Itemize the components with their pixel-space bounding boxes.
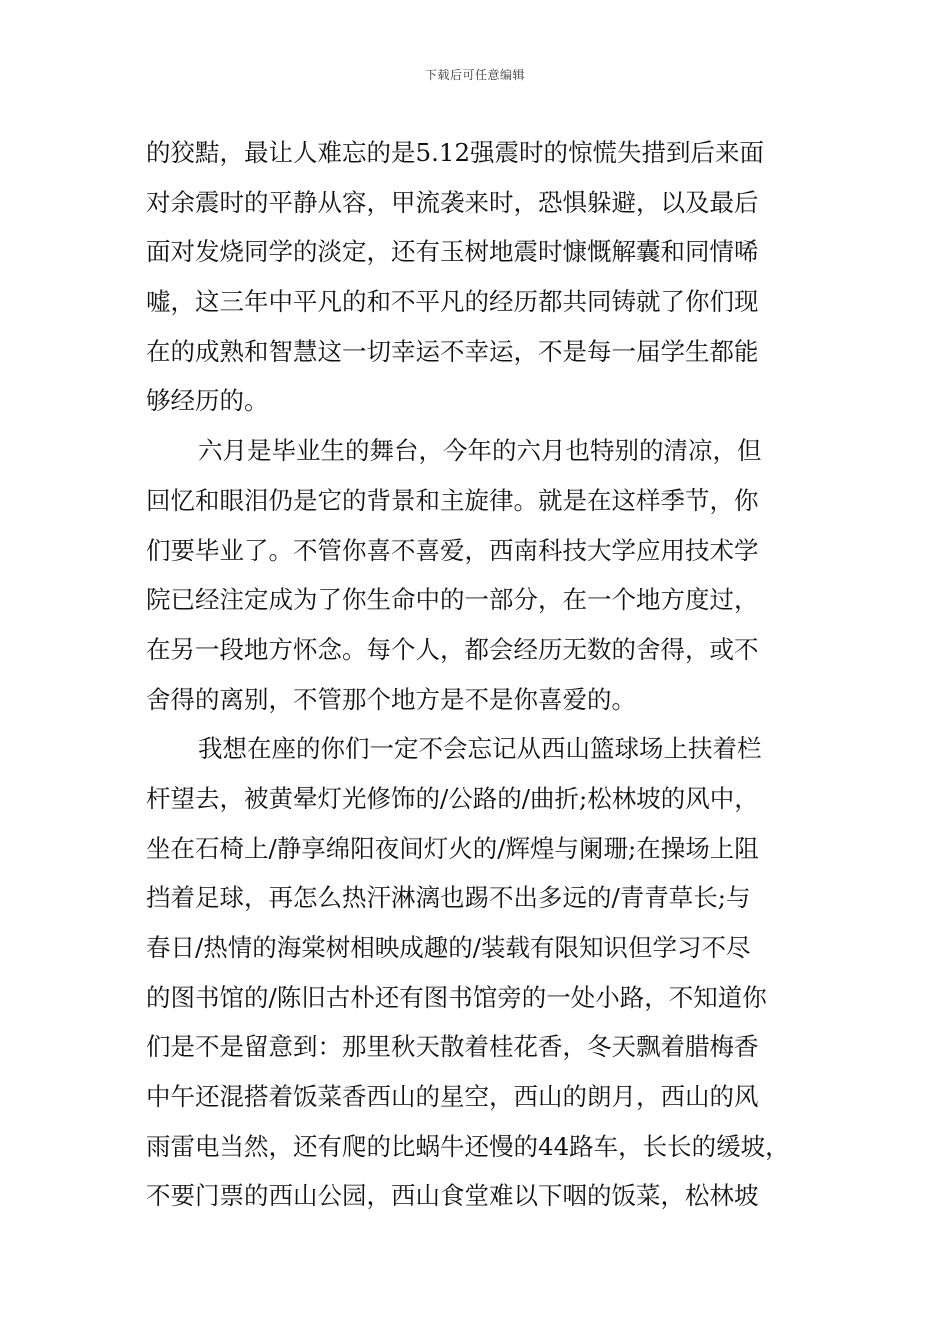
body-text bbox=[146, 128, 816, 1221]
text-line: 回忆和眼泪仍是它的背景和主旋律。就是在这样季节，你 bbox=[146, 485, 759, 515]
text-line: 不要门票的西山公园，西山食堂难以下咽的饭菜，松林坡 bbox=[146, 1181, 759, 1211]
text-line: 挡着足球，再怎么热汗淋漓也踢不出多远的/青青草长;与 bbox=[146, 883, 751, 913]
text-line: 舍得的离别，不管那个地方是不是你喜爱的。 bbox=[146, 684, 636, 714]
text-line: 在的成熟和智慧这一切幸运不幸运，不是每一届学生都能 bbox=[146, 336, 759, 366]
text-line: 在另一段地方怀念。每个人，都会经历无数的舍得，或不 bbox=[146, 634, 759, 664]
text-line: 的图书馆的/陈旧古朴还有图书馆旁的一处小路，不知道你 bbox=[146, 982, 767, 1012]
text-line: 院已经注定成为了你生命中的一部分，在一个地方度过， bbox=[146, 585, 759, 615]
text-line: 的狡黠，最让人难忘的是5.12强震时的惊慌失措到后来面 bbox=[146, 138, 765, 167]
text-line: 雨雷电当然，还有爬的比蜗牛还慢的44路车，长长的缓坡， bbox=[146, 1131, 790, 1161]
text-line: 坐在石椅上/静享绵阳夜间灯火的/辉煌与阑珊;在操场上阻 bbox=[146, 833, 759, 863]
text-line: 面对发烧同学的淡定，还有玉树地震时慷慨解囊和同情唏 bbox=[146, 237, 759, 267]
text-line: 中午还混搭着饭菜香西山的星空，西山的朗月，西山的风 bbox=[146, 1082, 759, 1112]
text-line: 够经历的。 bbox=[146, 386, 269, 416]
text-line: 对余震时的平静从容，甲流袭来时，恐惧躲避，以及最后 bbox=[146, 187, 759, 217]
page-header: 下载后可任意编辑 bbox=[424, 68, 525, 82]
text-line: 杆望去，被黄晕灯光修饰的/公路的/曲折;松林坡的风中， bbox=[146, 783, 759, 813]
text-line: 六月是毕业生的舞台，今年的六月也特别的清凉，但 bbox=[198, 436, 762, 466]
text-line: 我想在座的你们一定不会忘记从西山篮球场上扶着栏 bbox=[198, 734, 762, 764]
text-line: 春日/热情的海棠树相映成趣的/装载有限知识但学习不尽 bbox=[146, 933, 751, 962]
text-line: 嘘，这三年中平凡的和不平凡的经历都共同铸就了你们现 bbox=[146, 287, 759, 317]
text-line: 们要毕业了。不管你喜不喜爱，西南科技大学应用技术学 bbox=[146, 535, 759, 565]
text-line: 们是不是留意到：那里秋天散着桂花香，冬天飘着腊梅香 bbox=[146, 1032, 759, 1062]
